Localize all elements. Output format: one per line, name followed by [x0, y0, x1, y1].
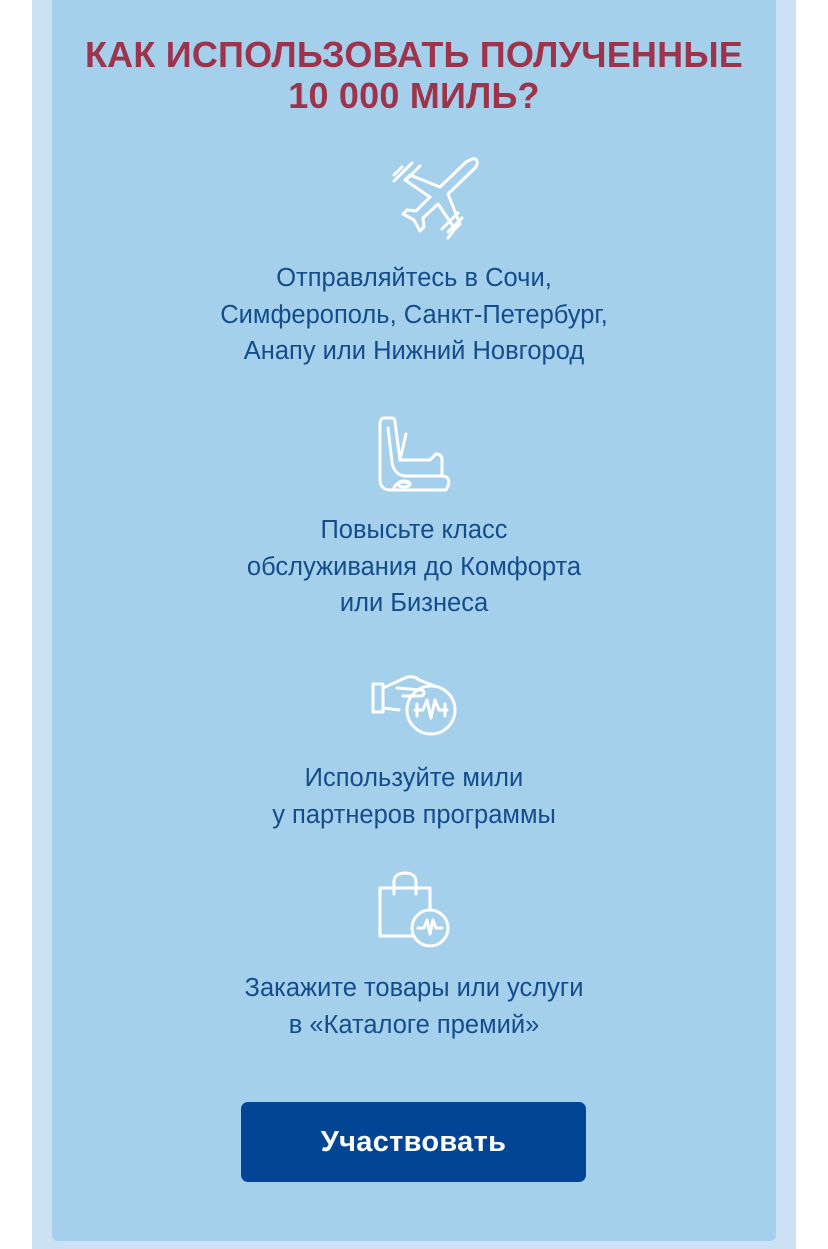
feature-upgrade-line-2: обслуживания до Комфорта	[246, 552, 582, 581]
airplane-icon	[390, 154, 480, 242]
feature-upgrade-line-1: Повысьте класс	[320, 516, 508, 544]
promo-title-line-2: 10 000 МИЛЬ?	[288, 75, 540, 116]
promo-outer	[32, 0, 796, 1249]
feature-partners-line-2: у партнеров программы	[272, 800, 556, 829]
shopping-bag-miles-icon	[376, 870, 452, 950]
participate-button[interactable]: Участвовать	[241, 1102, 586, 1182]
feature-destinations-line-1: Отправляйтесь в Сочи,	[276, 264, 552, 292]
feature-catalog-line-1: Закажите товары или услуги	[244, 974, 584, 1002]
promo-card	[52, 0, 776, 1241]
feature-catalog	[52, 970, 776, 1043]
feature-destinations-line-3: Анапу или Нижний Новгород	[243, 337, 585, 365]
feature-partners-line-1: Используйте мили	[304, 764, 524, 792]
seat-icon	[378, 414, 452, 494]
feature-upgrade	[52, 512, 776, 622]
feature-upgrade-line-3: или Бизнеса	[339, 589, 489, 617]
feature-catalog-line-2: в «Каталоге премий»	[288, 1010, 540, 1039]
feature-partners	[52, 760, 776, 833]
feature-destinations-line-2: Симферополь, Санкт-Петербург,	[220, 300, 608, 329]
promo-title	[52, 34, 776, 116]
feature-destinations	[52, 260, 776, 370]
hand-miles-coin-icon	[369, 670, 461, 740]
promo-title-line-1: КАК ИСПОЛЬЗОВАТЬ ПОЛУЧЕННЫЕ	[85, 34, 743, 75]
